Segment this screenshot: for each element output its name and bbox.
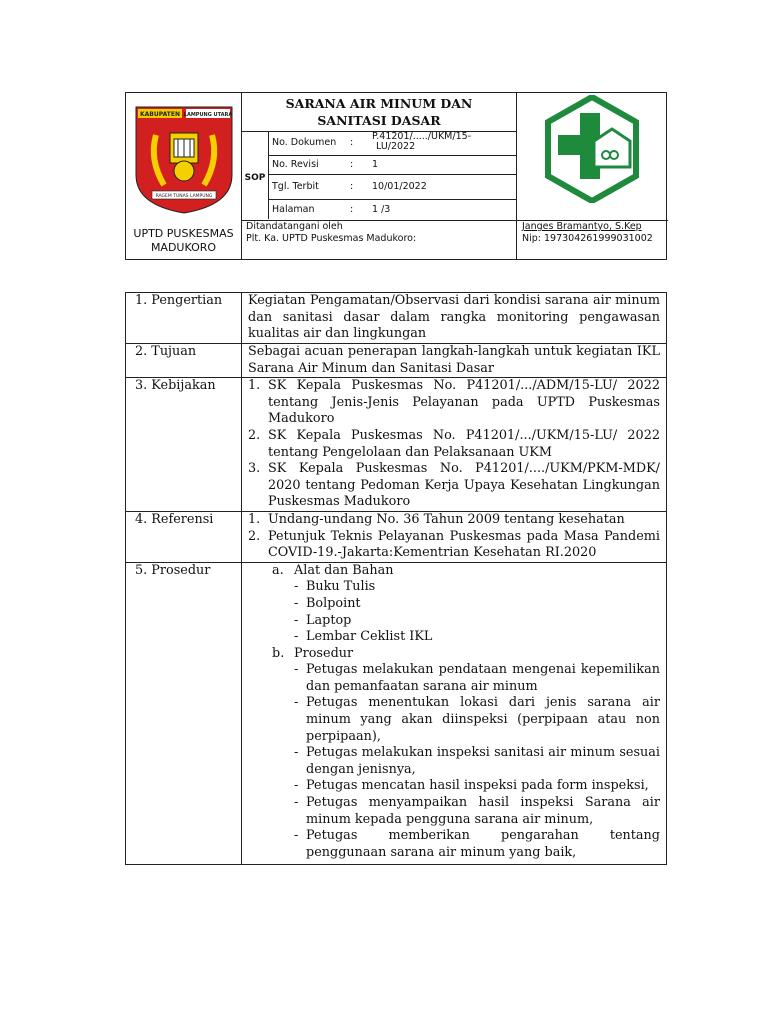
meta-label-tgl-terbit: Tgl. Terbit (272, 181, 319, 192)
signed-by: Ditandatangani oleh Plt. Ka. UPTD Puskesmas Madukoro: (246, 221, 417, 244)
list-item: 2. Petunjuk Teknis Pelayanan Puskesmas pada Masa Pandemi COVID-19.-Jakarta:Kementrian Kesehatan RI.2020 (248, 528, 660, 561)
prosedur-steps-list (248, 662, 660, 861)
list-item: - Lembar Ceklist IKL (294, 629, 433, 645)
row-tujuan (126, 344, 667, 378)
label-prosedur: 5. Prosedur (126, 562, 242, 865)
list-item: - Laptop (294, 612, 352, 628)
kebijakan-list (248, 378, 660, 511)
meta-value-no-dokumen: P.41201/...../UKM/15- LU/2022 (372, 131, 472, 152)
list-item: - Petugas memberikan pengarahan tentang penggunaan sarana air minum yang baik, (294, 828, 660, 860)
row-pengertian (126, 293, 667, 344)
meta-value-halaman: 1 /3 (372, 204, 391, 215)
sop-body-table (125, 292, 667, 865)
meta-sep: : (350, 159, 354, 170)
list-item: - Petugas menyampaikan hasil inspeksi Sarana air minum kepada pengguna sarana air minum, (294, 795, 660, 827)
sop-header (125, 92, 667, 260)
row-prosedur (126, 562, 667, 865)
meta-value-no-revisi: 1 (372, 159, 379, 170)
label-pengertian: 1. Pengertian (126, 293, 242, 344)
meta-label-halaman: Halaman (272, 204, 315, 215)
list-item: - Bolpoint (294, 595, 361, 611)
document-title: SARANA AIR MINUM DAN SANITASI DASAR (285, 96, 473, 128)
meta-value-tgl-terbit: 10/01/2022 (372, 181, 427, 192)
list-item: 1. SK Kepala Puskesmas No. P41201/.../ADM/15-LU/ 2022 tentang Jenis-Jenis Pelayanan pada UPTD Puskesmas Madukoro (248, 378, 660, 427)
alat-bahan-list (248, 579, 660, 645)
list-item: 1. Undang-undang No. 36 Tahun 2009 tentang kesehatan (248, 511, 625, 527)
meta-sep: : (350, 181, 354, 192)
organization-name: UPTD PUSKESMAS MADUKORO (133, 227, 234, 254)
emblem-text-right: LAMPUNG UTARA (183, 112, 233, 118)
list-item: 2. SK Kepala Puskesmas No. P41201/.../UKM/15-LU/ 2022 tentang Pengelolaan dan Pelaksanaan UKM (248, 427, 660, 460)
row-referensi (126, 511, 667, 562)
list-item: - Petugas melakukan pendataan mengenai kepemilikan dan pemanfaatan sarana air minum (294, 662, 660, 694)
list-item: - Petugas mencatan hasil inspeksi pada form inspeksi, (294, 778, 649, 794)
meta-sep: : (350, 137, 354, 148)
emblem-text-left: KABUPATEN (140, 111, 180, 118)
signer: Janges Bramantyo, S.Kep Nip: 197304261999031002 (522, 221, 653, 244)
puskesmas-logo-icon (538, 95, 646, 203)
lampung-utara-emblem-icon (134, 105, 234, 215)
prosedur-alat-bahan: a. Alat dan Bahan (272, 562, 394, 578)
list-item: 3. SK Kepala Puskesmas No. P41201/..../UKM/PKM-MDK/ 2020 tentang Pedoman Kerja Upaya Kesehatan Lingkungan Puskesmas Madukoro (248, 461, 660, 510)
sop-label: SOP (244, 173, 266, 183)
row-kebijakan (126, 378, 667, 512)
list-item: - Petugas menentukan lokasi dari jenis sarana air minum yang akan diinspeksi (perpipaan atau non perpipaan), (294, 695, 660, 744)
meta-label-no-dokumen: No. Dokumen (272, 137, 337, 148)
referensi-list (248, 512, 660, 562)
meta-label-no-revisi: No. Revisi (272, 159, 319, 170)
label-kebijakan: 3. Kebijakan (126, 378, 242, 512)
meta-sep: : (350, 204, 354, 215)
emblem-motto: RAGEM TUNAS LAMPUNG (155, 194, 213, 199)
label-tujuan: 2. Tujuan (126, 344, 242, 378)
text-pengertian: Kegiatan Pengamatan/Observasi dari kondisi sarana air minum dan sanitasi dasar dalam rangka monitoring pengawasan kualitas air dan lingkungan (242, 293, 667, 344)
prosedur-langkah: b. Prosedur (272, 645, 354, 661)
list-item: - Buku Tulis (294, 579, 376, 595)
text-tujuan: Sebagai acuan penerapan langkah-langkah untuk kegiatan IKL Sarana Air Minum dan Sanitasi Dasar (242, 344, 667, 378)
list-item: - Petugas melakukan inspeksi sanitasi air minum sesuai dengan jenisnya, (294, 745, 660, 777)
label-referensi: 4. Referensi (126, 511, 242, 562)
